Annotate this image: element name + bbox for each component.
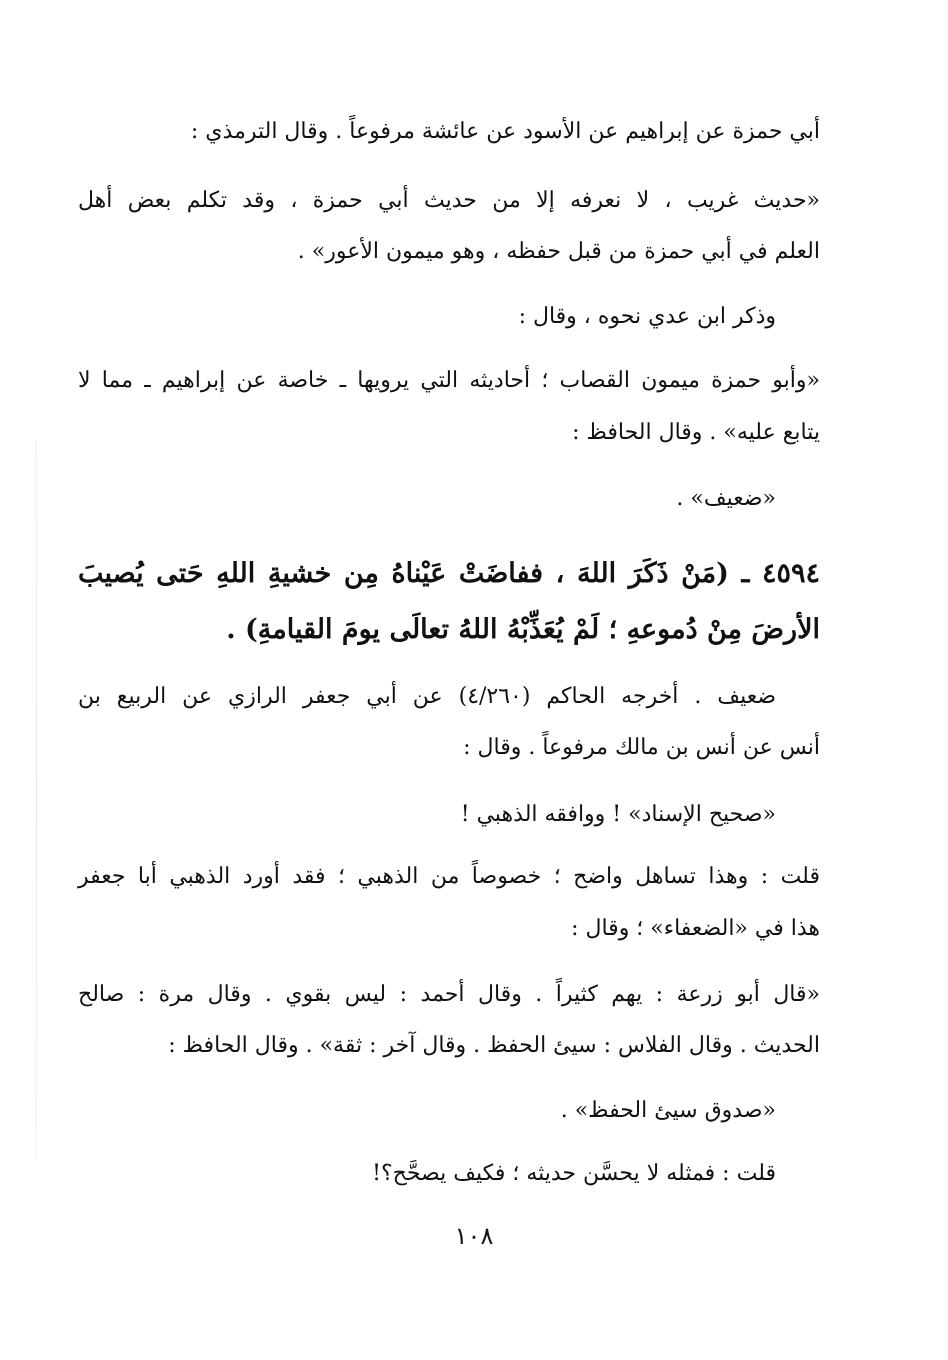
hafiz-verdict: «ضعيف» . bbox=[676, 486, 776, 511]
hadith-heading-line-1: ٤٥٩٤ ـ (مَنْ ذَكَرَ اللهَ ، ففاضَتْ عَيْناهُ مِن خشيةِ اللهِ حَتى يُصيبَ bbox=[78, 558, 820, 589]
grading-line-1: ضعيف . أخرجه الحاكم (٤/٢٦٠) عن أبي جعفر الرازي عن الربيع بن bbox=[78, 684, 776, 709]
tirmidhi-quote-line-2: العلم في أبي حمزة من قبل حفظه ، وهو ميمون الأعور» . bbox=[297, 239, 820, 264]
hadith-heading-line-2: الأرضَ مِنْ دُموعهِ ؛ لَمْ يُعَذِّبْهُ اللهُ تعالَى يومَ القيامةِ) . bbox=[226, 614, 820, 645]
page-number: ١٠٨ bbox=[454, 1222, 494, 1250]
book-page bbox=[78, 0, 820, 1360]
ibn-adi-intro: وذكر ابن عدي نحوه ، وقال : bbox=[518, 304, 776, 329]
scan-margin-line bbox=[36, 440, 37, 1160]
dhahabi-quote-line-1: «قال أبو زرعة : يهم كثيراً . وقال أحمد : ليس بقوي . وقال مرة : صالح bbox=[78, 982, 820, 1007]
dhahabi-quote-line-2: الحديث . وقال الفلاس : سيئ الحفظ . وقال آخر : ثقة» . وقال الحافظ : bbox=[168, 1033, 820, 1058]
conclusion: قلت : فمثله لا يحسَّن حديثه ؛ فكيف يصحَّح؟! bbox=[372, 1161, 776, 1186]
comment-line-2: هذا في «الضعفاء» ؛ وقال : bbox=[571, 916, 820, 941]
hakim-quote: «صحيح الإسناد» ! ووافقه الذهبي ! bbox=[460, 802, 776, 827]
paragraph-continuation: أبي حمزة عن إبراهيم عن الأسود عن عائشة مرفوعاً . وقال الترمذي : bbox=[190, 119, 820, 144]
comment-line-1: قلت : وهذا تساهل واضح ؛ خصوصاً من الذهبي ؛ فقد أورد الذهبي أبا جعفر bbox=[78, 864, 820, 889]
tirmidhi-quote-line-1: «حديث غريب ، لا نعرفه إلا من حديث أبي حمزة ، وقد تكلم بعض أهل bbox=[78, 188, 820, 213]
ibn-adi-quote-line-2: يتابع عليه» . وقال الحافظ : bbox=[572, 420, 820, 445]
hafiz-quote: «صدوق سيئ الحفظ» . bbox=[560, 1098, 776, 1123]
grading-line-2: أنس عن أنس بن مالك مرفوعاً . وقال : bbox=[463, 735, 820, 760]
ibn-adi-quote-line-1: «وأبو حمزة ميمون القصاب ؛ أحاديثه التي يرويها ـ خاصة عن إبراهيم ـ مما لا bbox=[78, 368, 820, 393]
